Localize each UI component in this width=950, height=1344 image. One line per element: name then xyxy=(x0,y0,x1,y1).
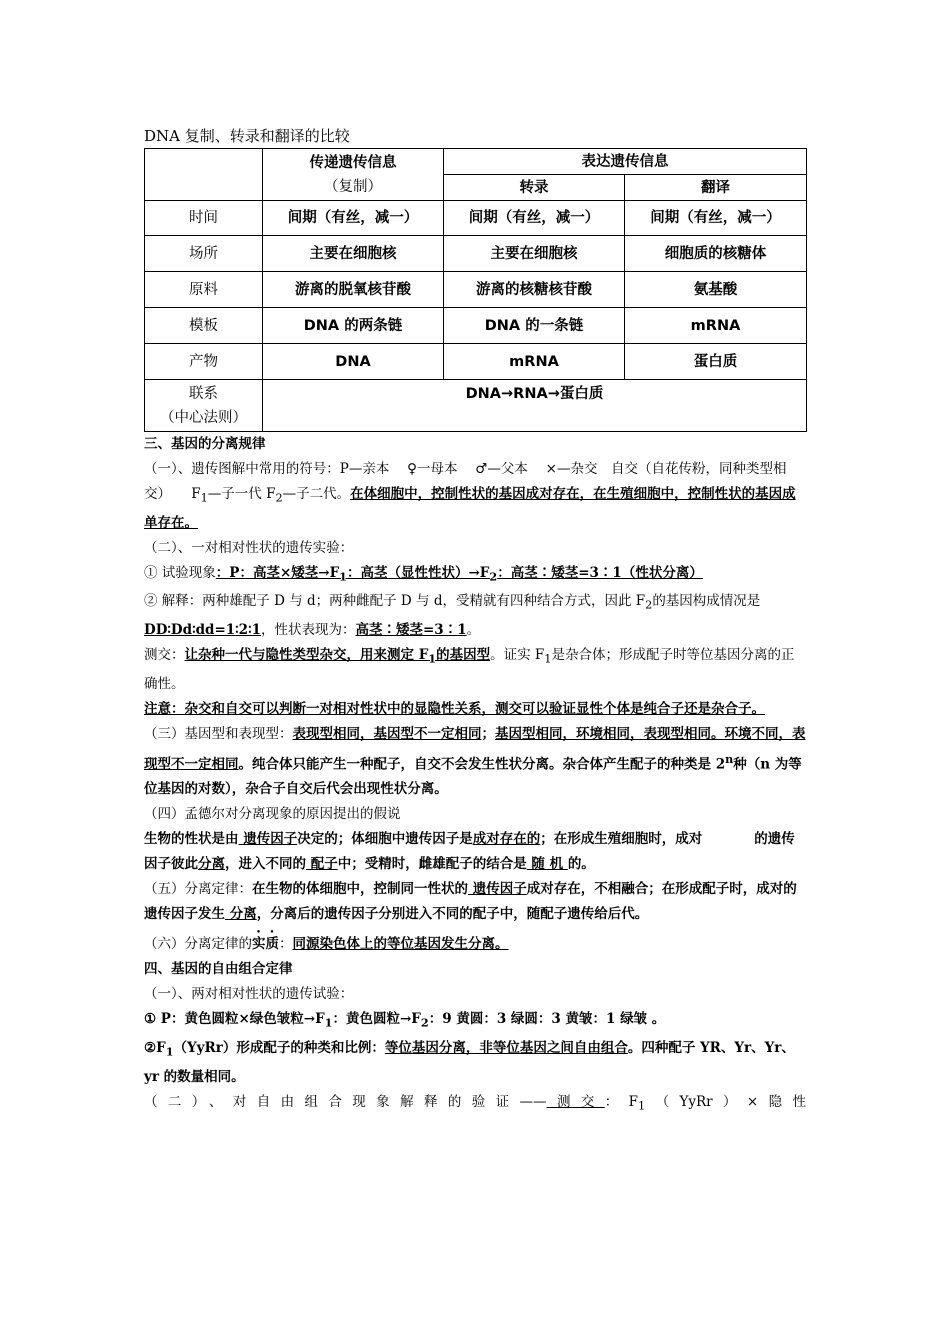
paragraph: （五）分离定律：在生物的体细胞中，控制同一性状的 遗传因子成对存在，不相融合；在形成配子时，成对的遗传因子发生 分离，分离后的遗传因子分别进入不同的配子中，随配子遗传给后代。 xyxy=(144,881,797,923)
paragraph: 生物的性状是由 遗传因子决定的；体细胞中遗传因子是成对存在的；在形成生殖细胞时，成对 的遗传因子彼此分离，进入不同的 配子中；受精时，雌雄配子的结合是 随 机 的。 xyxy=(144,831,795,873)
cell-central-dogma: DNA→RNA→蛋白质 xyxy=(263,380,807,432)
cell-transcription: 游离的核糖核苷酸 xyxy=(444,272,625,308)
header-translation: 翻译 xyxy=(625,175,807,201)
table-row xyxy=(145,308,807,344)
cell-transcription: DNA 的一条链 xyxy=(444,308,625,344)
cell-transcription: mRNA xyxy=(444,344,625,380)
paragraph: $②F_1(YyRr)$形成配子的种类和比例：等位基因分离，非等位基因之间自由组合。四种配子 YR、Yr、Yr、yr 的数量相同。 xyxy=(144,1039,795,1085)
paragraph: 测交：让杂种一代与隐性类型杂交，用来测定 $F_1$的基因型。证实 $F_1$是杂合体；形成配子时等位基因分离的正确性。 xyxy=(144,647,795,692)
section-title: 三、基因的分离规律 xyxy=(144,436,266,452)
header-transfer: 传递遗传信息 （复制） xyxy=(263,149,444,201)
cell-replication: 主要在细胞核 xyxy=(263,236,444,272)
paragraph: （一）、遗传图解中常用的符号：P—亲本 ♀一母本 ♂—父本 ×—杂交 自交（自花传粉，同种类型相交） $F_1—$子一代 $F_2—$子二代。在体细胞中，控制性状的基因成对存在，在生殖细胞中，控制性状的基因成单存在。 xyxy=(144,461,796,531)
cell-translation: 氨基酸 xyxy=(625,272,807,308)
document-page xyxy=(144,124,806,1118)
paragraph: ② 解释：两种雄配子 D 与 d；两种雌配子 D 与 d，受精就有四种结合方式，因此 $F_2$的基因构成情况是 DD∶Dd∶dd=1∶2∶1，性状表现为：高茎∶矮茎=3∶1。 xyxy=(144,593,761,639)
paragraph: （一）、两对相对性状的遗传试验： xyxy=(144,986,354,1003)
cell-transcription: 主要在细胞核 xyxy=(444,236,625,272)
paragraph: （四）孟德尔对分离现象的原因提出的假说 xyxy=(144,806,401,823)
paragraph: （二）、对自由组合现象解释的验证——测交：$F_1(YyRr)\times$隐性 xyxy=(144,1093,807,1113)
comparison-table xyxy=(144,148,807,432)
row-label: 原料 xyxy=(145,272,263,308)
cell-translation: 细胞质的核糖体 xyxy=(625,236,807,272)
row-label: 产物 xyxy=(145,344,263,380)
row-label-central-dogma: 联系 （中心法则） xyxy=(145,380,263,432)
row-label: 模板 xyxy=(145,308,263,344)
cell-transcription: 间期（有丝，减一） xyxy=(444,201,625,236)
table-row xyxy=(145,236,807,272)
table-row xyxy=(145,272,807,308)
table-row xyxy=(145,201,807,236)
table-row xyxy=(145,344,807,380)
cell-replication: 游离的脱氧核苷酸 xyxy=(263,272,444,308)
paragraph: （二）、一对相对性状的遗传实验： xyxy=(144,539,354,556)
row-label: 时间 xyxy=(145,201,263,236)
cell-translation: 间期（有丝，减一） xyxy=(625,201,807,236)
section-title: 四、基因的自由组合定律 xyxy=(144,961,293,978)
row-label: 场所 xyxy=(145,236,263,272)
table-caption: DNA 复制、转录和翻译的比较 xyxy=(144,127,350,145)
paragraph: ① 试验现象：P：高茎×矮茎$\to F_1$：高茎（显性性状）$\to F_2$：高茎∶矮茎=3∶1（性状分离） xyxy=(144,564,703,584)
cell-replication: DNA xyxy=(263,344,444,380)
cell-replication: DNA 的两条链 xyxy=(263,308,444,344)
header-express: 表达遗传信息 xyxy=(444,149,807,175)
paragraph: ① P：黄色圆粒×绿色皱粒$\to F_1$：黄色圆粒$\to F_2$：9 黄圆：3 绿圆：3 黄皱：1 绿皱 。 xyxy=(144,1011,666,1030)
paragraph-note: 注意：杂交和自交可以判断一对相对性状中的显隐性关系，测交可以验证显性个体是纯合子还是杂合子。 xyxy=(144,700,765,717)
body-text xyxy=(144,432,806,1118)
table-row xyxy=(145,380,807,432)
cell-translation: 蛋白质 xyxy=(625,344,807,380)
header-transcription: 转录 xyxy=(444,175,625,201)
paragraph: （六）分离定律的实质：同源染色体上的等位基因发生分离。 xyxy=(144,936,509,953)
cell-replication: 间期（有丝，减一） xyxy=(263,201,444,236)
cell-translation: mRNA xyxy=(625,308,807,344)
paragraph: （三）基因型和表现型：表现型相同，基因型不一定相同；基因型相同，环境相同，表现型相同。环境不同，表现型不一定相同。纯合体只能产生一种配子，自交不会发生性状分离。杂合体产生配子的种类是 2$^n$种（n 为等位基因的对数），杂合子自交后代会出现性状分离。 xyxy=(144,725,806,798)
table-corner-cell xyxy=(145,149,263,201)
